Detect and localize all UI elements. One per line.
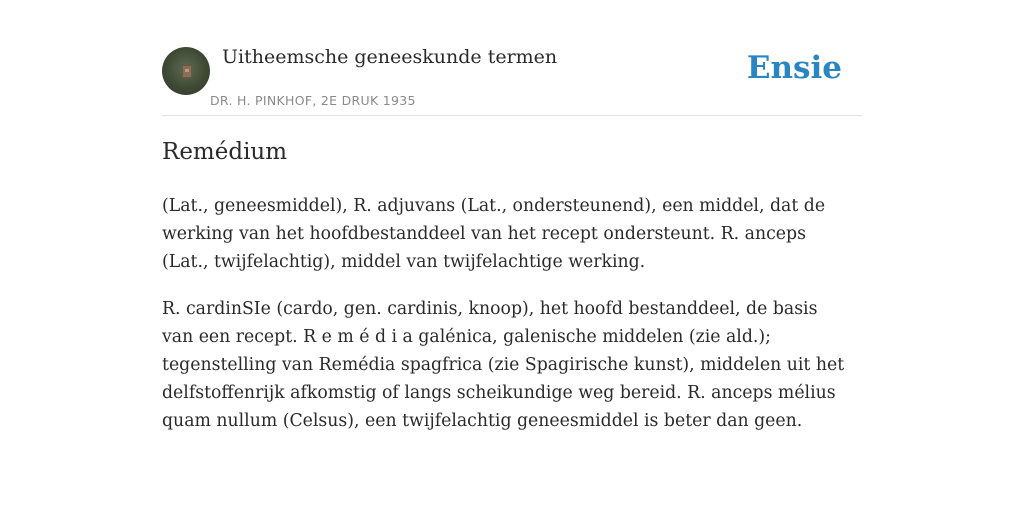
- ensie-logo[interactable]: Ensie: [746, 50, 842, 86]
- header: [162, 42, 862, 116]
- entry-paragraph: (Lat., geneesmiddel), R. adjuvans (Lat., ondersteunend), een middel, dat de werking van het hoofdbestanddeel van het recept ondersteunt. R. anceps (Lat., twijfelachtig), middel van twijfelachtige werking.: [162, 196, 826, 272]
- source-subtitle: DR. H. PINKHOF, 2E DRUK 1935: [210, 93, 416, 108]
- source-book-cover-avatar[interactable]: [162, 47, 210, 95]
- entry-title: Remédium: [162, 139, 288, 165]
- book-icon: [182, 65, 192, 78]
- entry-paragraph: R. cardinSIe (cardo, gen. cardinis, knoop), het hoofd bestanddeel, de basis van een recept. R e m é d i a galénica, galenische middelen (zie ald.); tegenstelling van Remédia spagfrica (zie Spagirische kunst), middelen uit het delfstoffenrijk afkomstig of langs scheikundige weg bereid. R. anceps mélius quam nullum (Celsus), een twijfelachtig geneesmiddel is beter dan geen.: [162, 299, 845, 431]
- source-title[interactable]: Uitheemsche geneeskunde termen: [222, 46, 558, 68]
- entry-body: [162, 192, 852, 454]
